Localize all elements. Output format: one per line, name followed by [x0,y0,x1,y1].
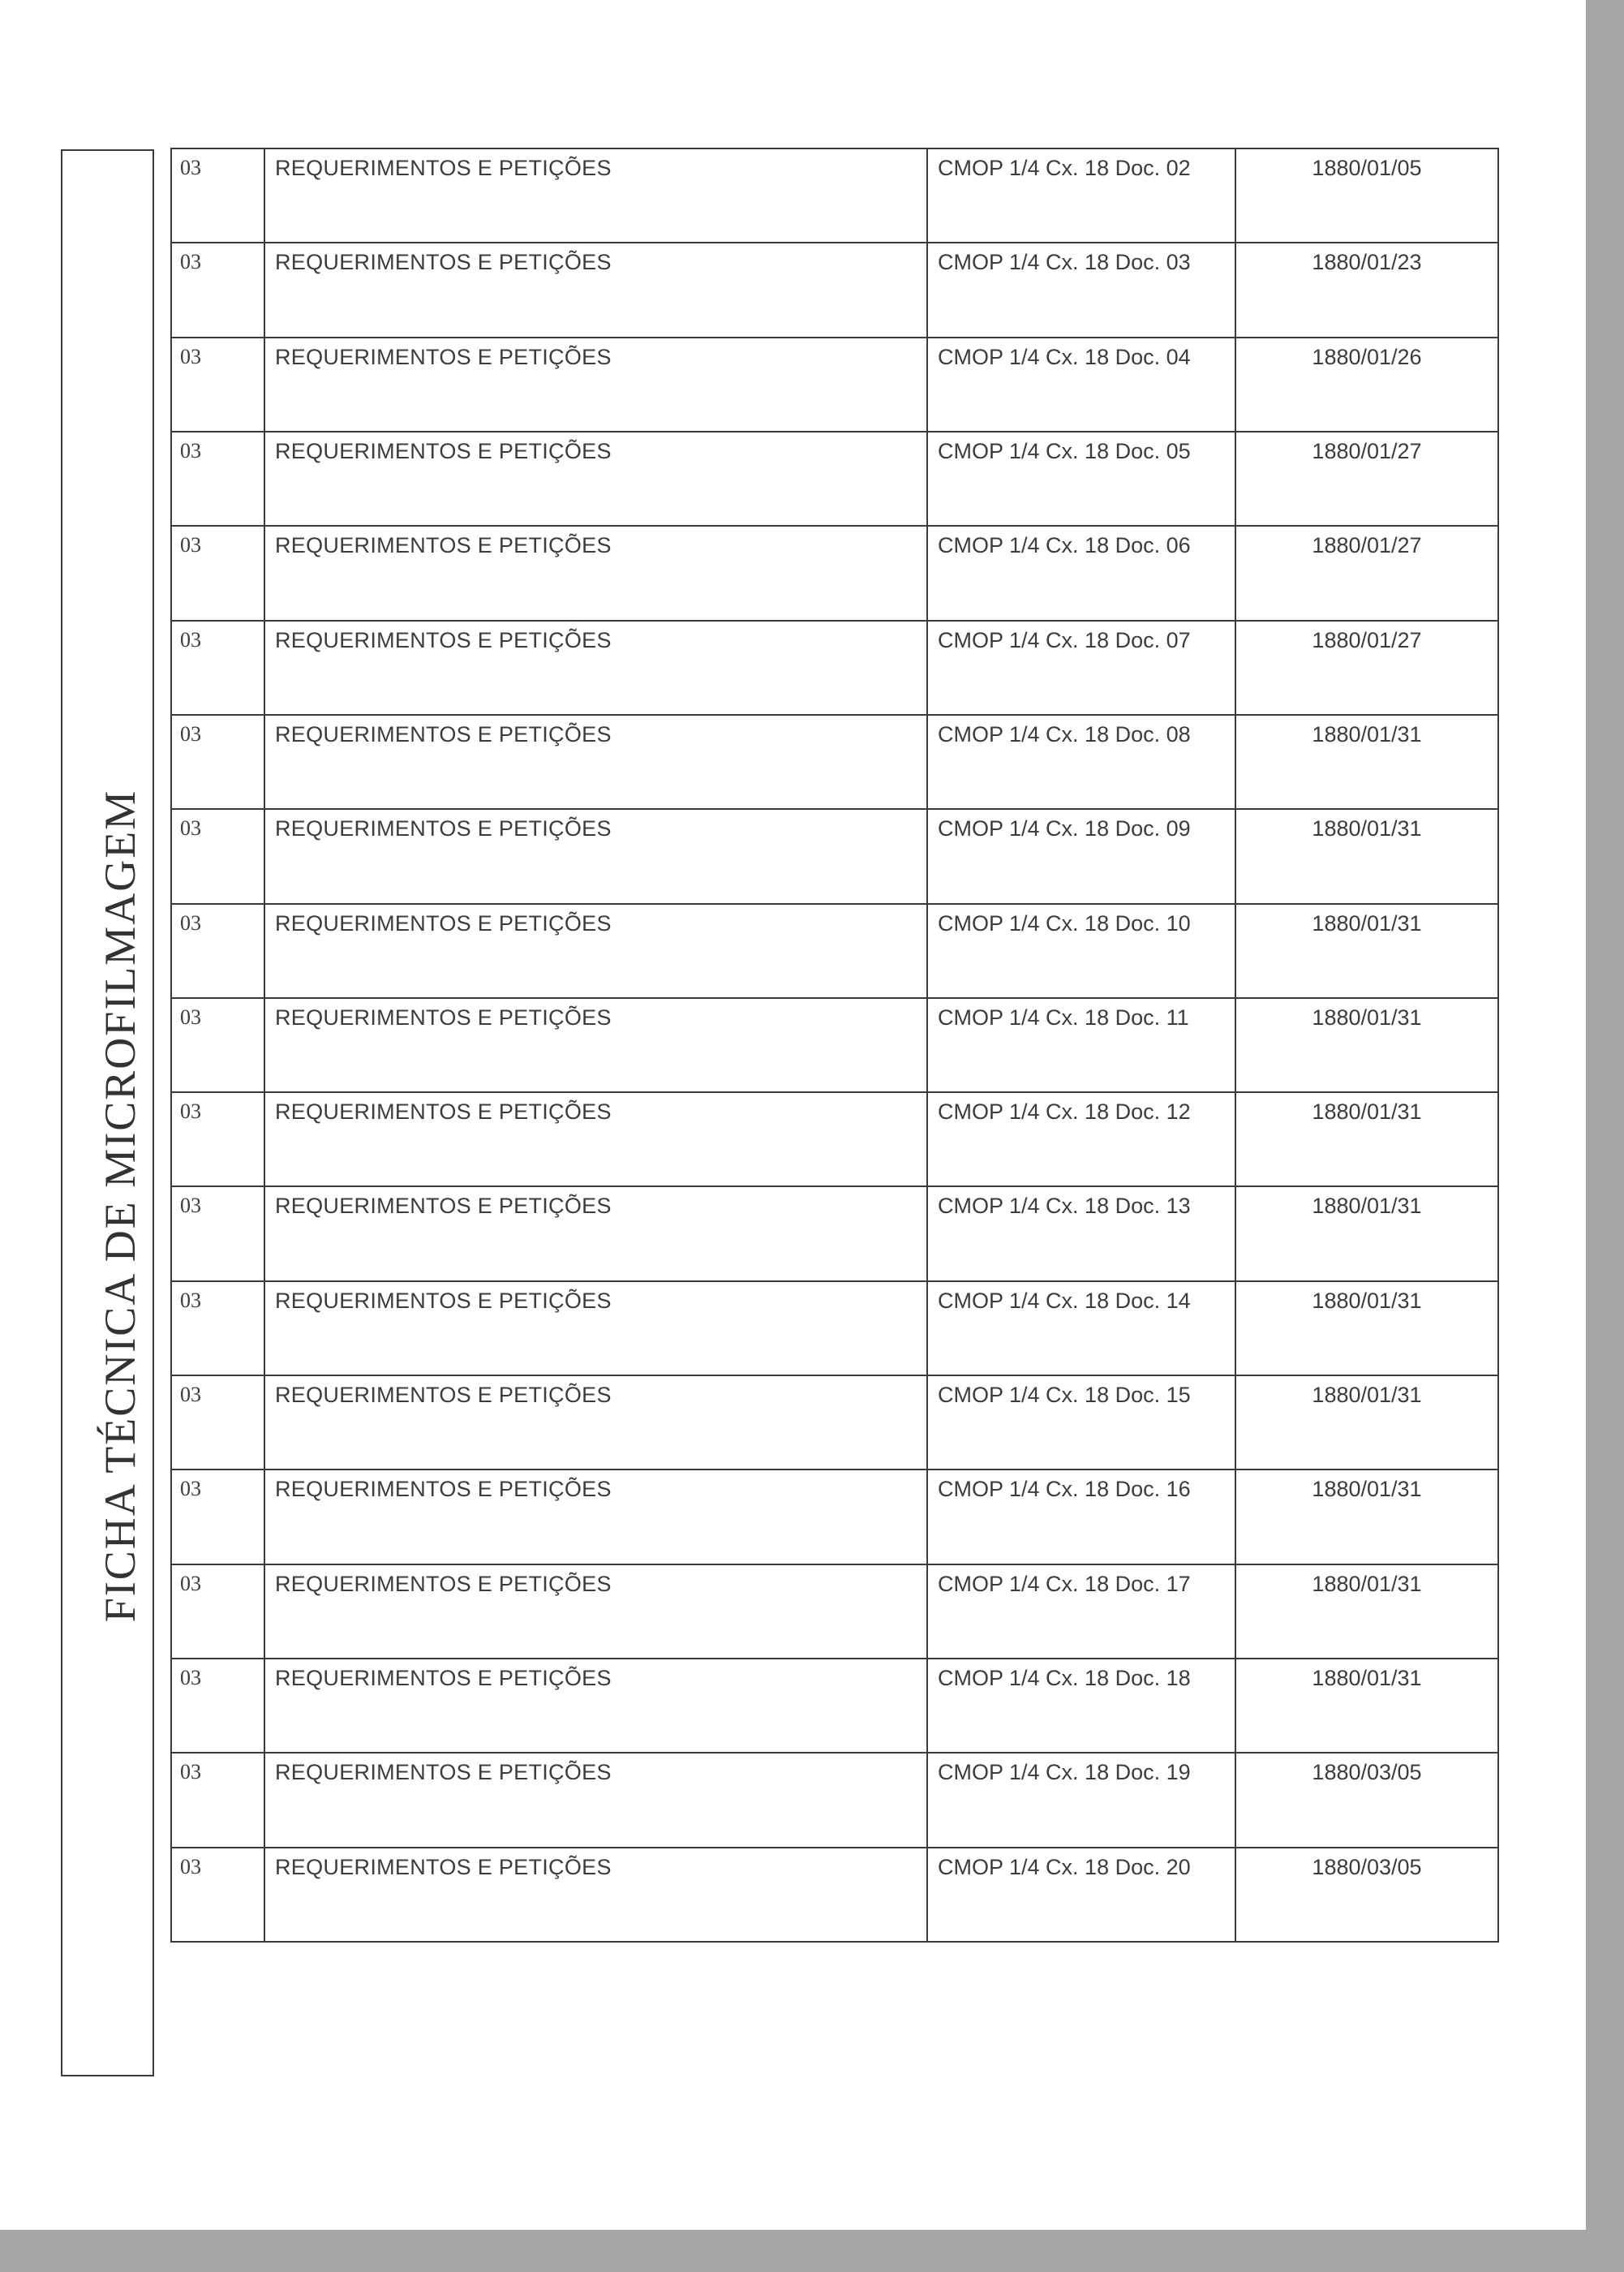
series-number-cell: 03 [171,338,264,432]
series-number-cell: 03 [171,715,264,809]
date-cell: 1880/03/05 [1235,1848,1498,1942]
document-reference-cell: CMOP 1/4 Cx. 18 Doc. 05 [927,432,1235,526]
document-reference-cell: CMOP 1/4 Cx. 18 Doc. 04 [927,338,1235,432]
date-cell: 1880/01/31 [1235,1186,1498,1280]
document-reference-cell: CMOP 1/4 Cx. 18 Doc. 19 [927,1753,1235,1847]
date-cell: 1880/01/31 [1235,1659,1498,1753]
table-row [171,243,1498,337]
table-row [171,1848,1498,1942]
series-number-cell: 03 [171,432,264,526]
date-cell: 1880/01/31 [1235,1092,1498,1186]
table-row [171,432,1498,526]
document-reference-cell: CMOP 1/4 Cx. 18 Doc. 09 [927,809,1235,903]
description-cell: REQUERIMENTOS E PETIÇÕES [264,243,927,337]
series-number-cell: 03 [171,621,264,715]
series-number-cell: 03 [171,1564,264,1659]
document-reference-cell: CMOP 1/4 Cx. 18 Doc. 17 [927,1564,1235,1659]
document-reference-cell: CMOP 1/4 Cx. 18 Doc. 03 [927,243,1235,337]
document-reference-cell: CMOP 1/4 Cx. 18 Doc. 11 [927,998,1235,1092]
description-cell: REQUERIMENTOS E PETIÇÕES [264,1375,927,1469]
series-number-cell: 03 [171,904,264,998]
date-cell: 1880/01/31 [1235,998,1498,1092]
date-cell: 1880/03/05 [1235,1753,1498,1847]
series-number-cell: 03 [171,1281,264,1375]
table-row [171,809,1498,903]
table-row [171,715,1498,809]
series-number-cell: 03 [171,1753,264,1847]
table-row [171,1092,1498,1186]
document-reference-cell: CMOP 1/4 Cx. 18 Doc. 20 [927,1848,1235,1942]
description-cell: REQUERIMENTOS E PETIÇÕES [264,432,927,526]
table-row [171,1753,1498,1847]
description-cell: REQUERIMENTOS E PETIÇÕES [264,1281,927,1375]
side-title: FICHA TÉCNICA DE MICROFILMAGEM [96,789,144,1623]
description-cell: REQUERIMENTOS E PETIÇÕES [264,621,927,715]
series-number-cell: 03 [171,1375,264,1469]
series-number-cell: 03 [171,998,264,1092]
description-cell: REQUERIMENTOS E PETIÇÕES [264,1848,927,1942]
description-cell: REQUERIMENTOS E PETIÇÕES [264,338,927,432]
document-reference-cell: CMOP 1/4 Cx. 18 Doc. 13 [927,1186,1235,1280]
document-reference-cell: CMOP 1/4 Cx. 18 Doc. 18 [927,1659,1235,1753]
document-reference-cell: CMOP 1/4 Cx. 18 Doc. 08 [927,715,1235,809]
series-number-cell: 03 [171,1848,264,1942]
description-cell: REQUERIMENTOS E PETIÇÕES [264,904,927,998]
date-cell: 1880/01/23 [1235,243,1498,337]
date-cell: 1880/01/26 [1235,338,1498,432]
date-cell: 1880/01/05 [1235,148,1498,243]
series-number-cell: 03 [171,1469,264,1564]
document-reference-cell: CMOP 1/4 Cx. 18 Doc. 10 [927,904,1235,998]
series-number-cell: 03 [171,148,264,243]
document-reference-cell: CMOP 1/4 Cx. 18 Doc. 14 [927,1281,1235,1375]
description-cell: REQUERIMENTOS E PETIÇÕES [264,809,927,903]
date-cell: 1880/01/31 [1235,715,1498,809]
document-reference-cell: CMOP 1/4 Cx. 18 Doc. 12 [927,1092,1235,1186]
document-reference-cell: CMOP 1/4 Cx. 18 Doc. 02 [927,148,1235,243]
description-cell: REQUERIMENTOS E PETIÇÕES [264,526,927,620]
document-reference-cell: CMOP 1/4 Cx. 18 Doc. 15 [927,1375,1235,1469]
description-cell: REQUERIMENTOS E PETIÇÕES [264,1092,927,1186]
date-cell: 1880/01/31 [1235,809,1498,903]
description-cell: REQUERIMENTOS E PETIÇÕES [264,715,927,809]
date-cell: 1880/01/27 [1235,432,1498,526]
ledger-body [171,148,1498,1942]
table-row [171,1375,1498,1469]
date-cell: 1880/01/31 [1235,1564,1498,1659]
table-row [171,1186,1498,1280]
description-cell: REQUERIMENTOS E PETIÇÕES [264,1753,927,1847]
series-number-cell: 03 [171,1186,264,1280]
series-number-cell: 03 [171,1092,264,1186]
table-row [171,1281,1498,1375]
document-reference-cell: CMOP 1/4 Cx. 18 Doc. 06 [927,526,1235,620]
description-cell: REQUERIMENTOS E PETIÇÕES [264,1186,927,1280]
document-reference-cell: CMOP 1/4 Cx. 18 Doc. 16 [927,1469,1235,1564]
table-row [171,1564,1498,1659]
series-number-cell: 03 [171,809,264,903]
table-row [171,338,1498,432]
document-ledger-table [170,148,1499,1943]
description-cell: REQUERIMENTOS E PETIÇÕES [264,1659,927,1753]
series-number-cell: 03 [171,1659,264,1753]
document-reference-cell: CMOP 1/4 Cx. 18 Doc. 07 [927,621,1235,715]
series-number-cell: 03 [171,243,264,337]
date-cell: 1880/01/27 [1235,526,1498,620]
table-row [171,1469,1498,1564]
description-cell: REQUERIMENTOS E PETIÇÕES [264,148,927,243]
description-cell: REQUERIMENTOS E PETIÇÕES [264,1564,927,1659]
table-row [171,998,1498,1092]
description-cell: REQUERIMENTOS E PETIÇÕES [264,1469,927,1564]
date-cell: 1880/01/31 [1235,1281,1498,1375]
date-cell: 1880/01/27 [1235,621,1498,715]
date-cell: 1880/01/31 [1235,1469,1498,1564]
table-row [171,1659,1498,1753]
table-row [171,148,1498,243]
description-cell: REQUERIMENTOS E PETIÇÕES [264,998,927,1092]
series-number-cell: 03 [171,526,264,620]
table-row [171,904,1498,998]
date-cell: 1880/01/31 [1235,904,1498,998]
table-row [171,526,1498,620]
date-cell: 1880/01/31 [1235,1375,1498,1469]
table-row [171,621,1498,715]
